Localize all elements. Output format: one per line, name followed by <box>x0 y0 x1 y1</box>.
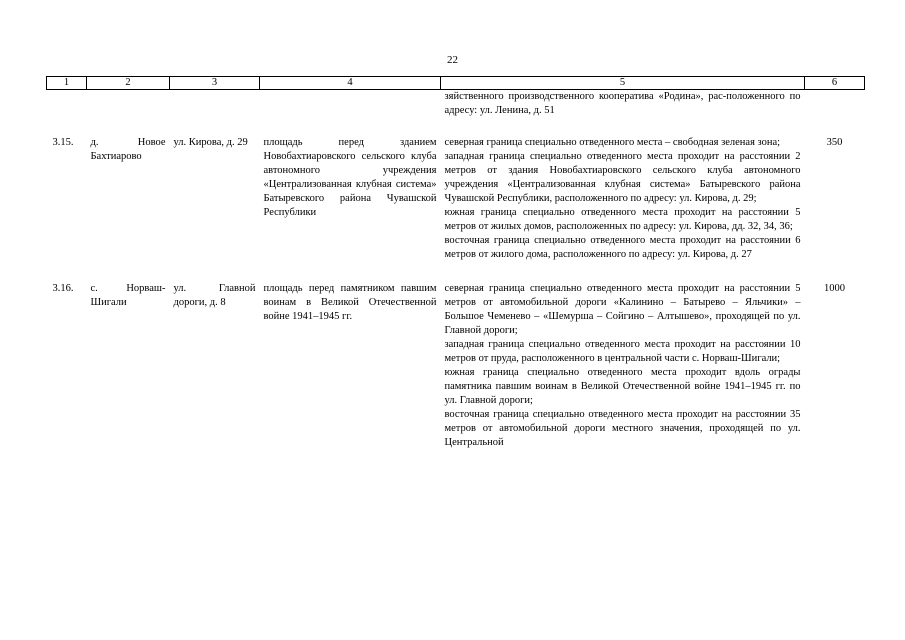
row-number: 3.16. <box>52 283 74 294</box>
boundary-south: южная граница специально отведенного места проходит вдоль ограды памятника павшим воинам в Великой Отечественной войне 1941–1945 гг. по ул. Главной дороги; <box>444 367 801 406</box>
area-cell: 350 <box>826 137 843 148</box>
column-header-4: 4 <box>260 77 441 90</box>
column-header-5: 5 <box>441 77 805 90</box>
boundary-east: восточная граница специально отведенного места проходит на расстоянии 35 метров от автомобильной дороги местного значения, проходящей по ул. Центральной <box>444 409 801 448</box>
boundary-west: западная граница специально отведенного места проходит на расстоянии 10 метров от пруда, расположенного в центральной части с. Норваш-Шигали; <box>444 339 801 364</box>
page-number: 22 <box>447 54 458 66</box>
boundary-north: северная граница специально отведенного места – свободная зеленая зона; <box>444 137 781 148</box>
boundary-east: восточная граница специально отведенного места проходит на расстоянии 6 метров от жилого дома, расположенного по адресу: ул. Кирова, д. 27 <box>444 235 801 260</box>
boundary-north: северная граница специально отведенного места проходит на расстоянии 5 метров от автомобильной дороги «Калинино – Батырево – Яльчики» – Большое Чеменево – «Шемурша – Сойгино – Алтышево», проходящей по ул. Главной дороги; <box>444 283 801 336</box>
table-row <box>47 282 865 470</box>
header-row <box>47 77 865 90</box>
column-header-3: 3 <box>170 77 260 90</box>
column-header-1: 1 <box>47 77 87 90</box>
address-cell: ул. Главной дороги, д. 8 <box>173 283 256 308</box>
column-header-2: 2 <box>87 77 170 90</box>
area-cell: 1000 <box>824 283 845 294</box>
place-cell: площадь перед памятником павшим воинам в Великой Отечественной войне 1941–1945 гг. <box>263 283 437 322</box>
boundary-west: западная граница специально отведенного места проходит на расстоянии 2 метров от здания Новобахтиаровского сельского клуба автономного учреждения «Централизованная клубная система» Батыревского района Чувашской Республики, расположенного по адресу: ул. Кирова, д. 29; <box>444 151 801 204</box>
continuation-text: зяйственного производственного кооператива «Родина», рас-положенного по адресу: ул. Ленина, д. 51 <box>444 91 801 116</box>
address-cell: ул. Кирова, д. 29 <box>173 137 248 148</box>
settlement-cell: д. Новое Бахтиарово <box>90 137 166 162</box>
table-row <box>47 136 865 282</box>
boundaries-cell <box>441 282 805 470</box>
boundaries-cell <box>441 136 805 282</box>
row-number: 3.15. <box>52 137 74 148</box>
document-table <box>46 76 865 470</box>
place-cell: площадь перед зданием Новобахтиаровского сельского клуба автономного учреждения «Централизованная клубная система» Батыревского района Чувашской Республики <box>263 137 437 218</box>
column-header-6: 6 <box>805 77 865 90</box>
settlement-cell: с. Норваш-Шигали <box>90 283 166 308</box>
boundary-south: южная граница специально отведенного места проходит на расстоянии 5 метров от жилых домов, расположенных по адресу: ул. Кирова, дд. 32, 34, 36; <box>444 207 801 232</box>
continuation-row <box>47 90 865 137</box>
